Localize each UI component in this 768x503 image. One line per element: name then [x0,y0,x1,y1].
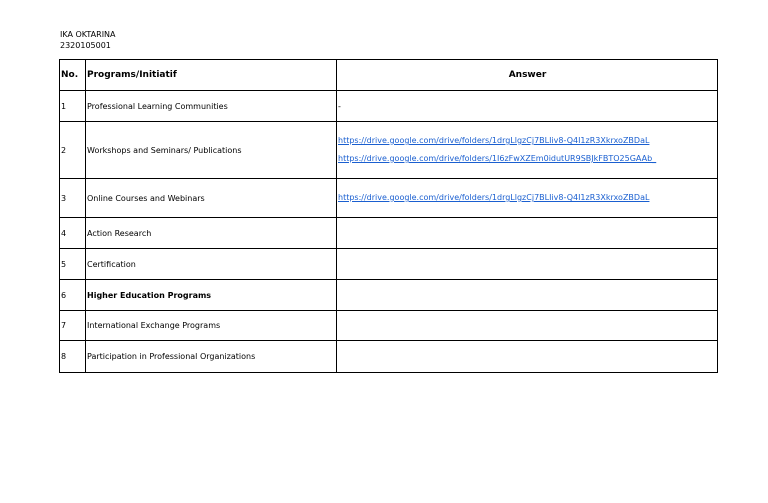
table-row [60,179,718,218]
row-number: 2 [60,122,86,179]
program-name: Higher Education Programs [86,280,337,311]
drive-link[interactable]: https://drive.google.com/drive/folders/1I6zFwXZEm0idutUR9SBJkFBTO25GAAb_ [338,154,657,163]
drive-link[interactable]: https://drive.google.com/drive/folders/1drgLlgzCj7BLIiv8-Q4I1zR3XkrxoZBDaL [338,136,650,145]
table-row [60,122,718,179]
student-name: IKA OKTARINA [60,30,116,39]
answer-cell[interactable]: - [337,91,718,122]
row-number: 4 [60,218,86,249]
row-number: 8 [60,341,86,373]
table-header-row [60,60,718,91]
row-number: 1 [60,91,86,122]
student-id: 2320105001 [60,41,111,50]
answer-cell[interactable] [337,249,718,280]
header-no: No. [60,60,86,91]
row-number: 6 [60,280,86,311]
programs-table [59,59,718,373]
table-row [60,280,718,311]
row-number: 5 [60,249,86,280]
answer-cell[interactable] [337,122,718,179]
program-name: International Exchange Programs [86,311,337,341]
answer-cell[interactable] [337,218,718,249]
table-row [60,341,718,373]
drive-link[interactable]: https://drive.google.com/drive/folders/1drgLlgzCj7BLIiv8-Q4I1zR3XkrxoZBDaL [338,193,650,202]
table-row [60,91,718,122]
program-name: Online Courses and Webinars [86,179,337,218]
program-name: Certification [86,249,337,280]
program-name: Action Research [86,218,337,249]
program-name: Professional Learning Communities [86,91,337,122]
answer-cell[interactable] [337,311,718,341]
program-name: Workshops and Seminars/ Publications [86,122,337,179]
table-row [60,311,718,341]
program-name: Participation in Professional Organizations [86,341,337,373]
row-number: 7 [60,311,86,341]
answer-cell[interactable] [337,341,718,373]
answer-cell[interactable] [337,280,718,311]
header-answer: Answer [337,60,718,91]
table-row [60,249,718,280]
student-info [60,29,116,51]
header-program: Programs/Initiatif [86,60,337,91]
row-number: 3 [60,179,86,218]
table-row [60,218,718,249]
answer-cell[interactable] [337,179,718,218]
